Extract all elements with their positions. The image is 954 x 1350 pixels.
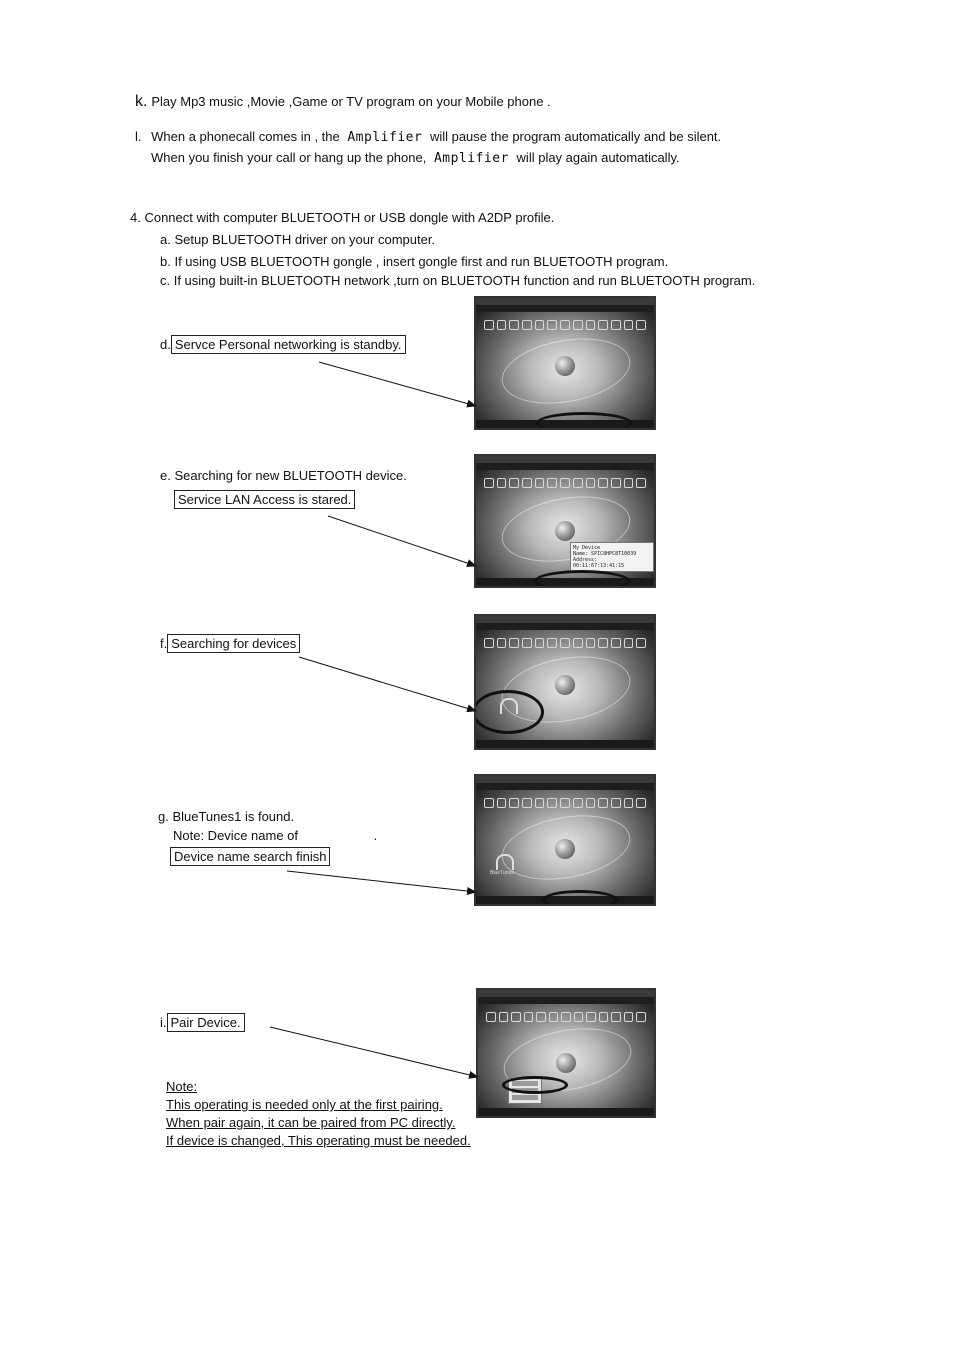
amplifier-word: Amplifier	[347, 130, 423, 145]
step-e: e. Searching for new BLUETOOTH device.	[160, 468, 407, 483]
step-g-callout: Device name search finish	[170, 847, 330, 866]
step-g-note: Note: Device name of	[173, 828, 299, 843]
step-f-prefix: f.	[160, 636, 168, 651]
step-c: c. If using built-in BLUETOOTH network ,turn on BLUETOOTH function and run BLUETOOTH program.	[160, 273, 756, 288]
item-l-text-a: When a phonecall comes in , the	[151, 129, 340, 144]
amplifier-word-2: Amplifier	[433, 151, 509, 166]
tooltip-line-1: My Device	[573, 545, 601, 551]
step-a: a. Setup BLUETOOTH driver on your computer.	[160, 232, 436, 247]
step-d-prefix: d.	[160, 337, 171, 352]
step-b: b. If using USB BLUETOOTH gongle , insert gongle first and run BLUETOOTH program.	[160, 254, 669, 269]
item-l2-text-a: When you finish your call or hang up the phone,	[151, 150, 427, 165]
arrow-i	[270, 1027, 478, 1077]
tooltip-line-2: Name: SPIC8HPC8T10039	[573, 551, 637, 557]
note-line-2: When pair again, it can be paired from PC directly.	[166, 1115, 456, 1130]
item-l-marker: l.	[135, 129, 142, 144]
step-i-callout: Pair Device.	[167, 1013, 245, 1032]
section-heading: 4. Connect with computer BLUETOOTH or USB dongle with A2DP profile.	[130, 210, 555, 225]
note-line-3: If device is changed, This operating must be needed.	[166, 1133, 471, 1148]
arrow-d	[319, 362, 476, 406]
step-f-callout: Searching for devices	[167, 634, 300, 653]
item-l-text-b: will pause the program automatically and be silent.	[429, 129, 722, 144]
step-g-line1: g. BlueTunes1 is found.	[158, 809, 295, 824]
arrow-g	[287, 871, 476, 892]
note-line-1: This operating is needed only at the first pairing.	[166, 1097, 443, 1112]
step-i-prefix: i.	[160, 1015, 167, 1030]
device-name-label: BlueTunes	[490, 870, 514, 876]
step-d-callout: Servce Personal networking is standby.	[171, 335, 406, 354]
note-title: Note:	[166, 1079, 198, 1094]
arrow-f	[299, 657, 476, 711]
item-k-text: Play Mp3 music ,Movie ,Game or TV program on your Mobile phone .	[151, 94, 551, 109]
step-e-callout: Service LAN Access is stared.	[174, 490, 355, 509]
arrow-e	[328, 516, 476, 566]
step-g-note-end: .	[373, 828, 378, 843]
tooltip-line-3: Address: 00:11:67:13:41:15	[573, 557, 625, 569]
item-l2-text-b: will play again automatically.	[516, 150, 680, 165]
item-k-marker: k.	[135, 93, 148, 110]
